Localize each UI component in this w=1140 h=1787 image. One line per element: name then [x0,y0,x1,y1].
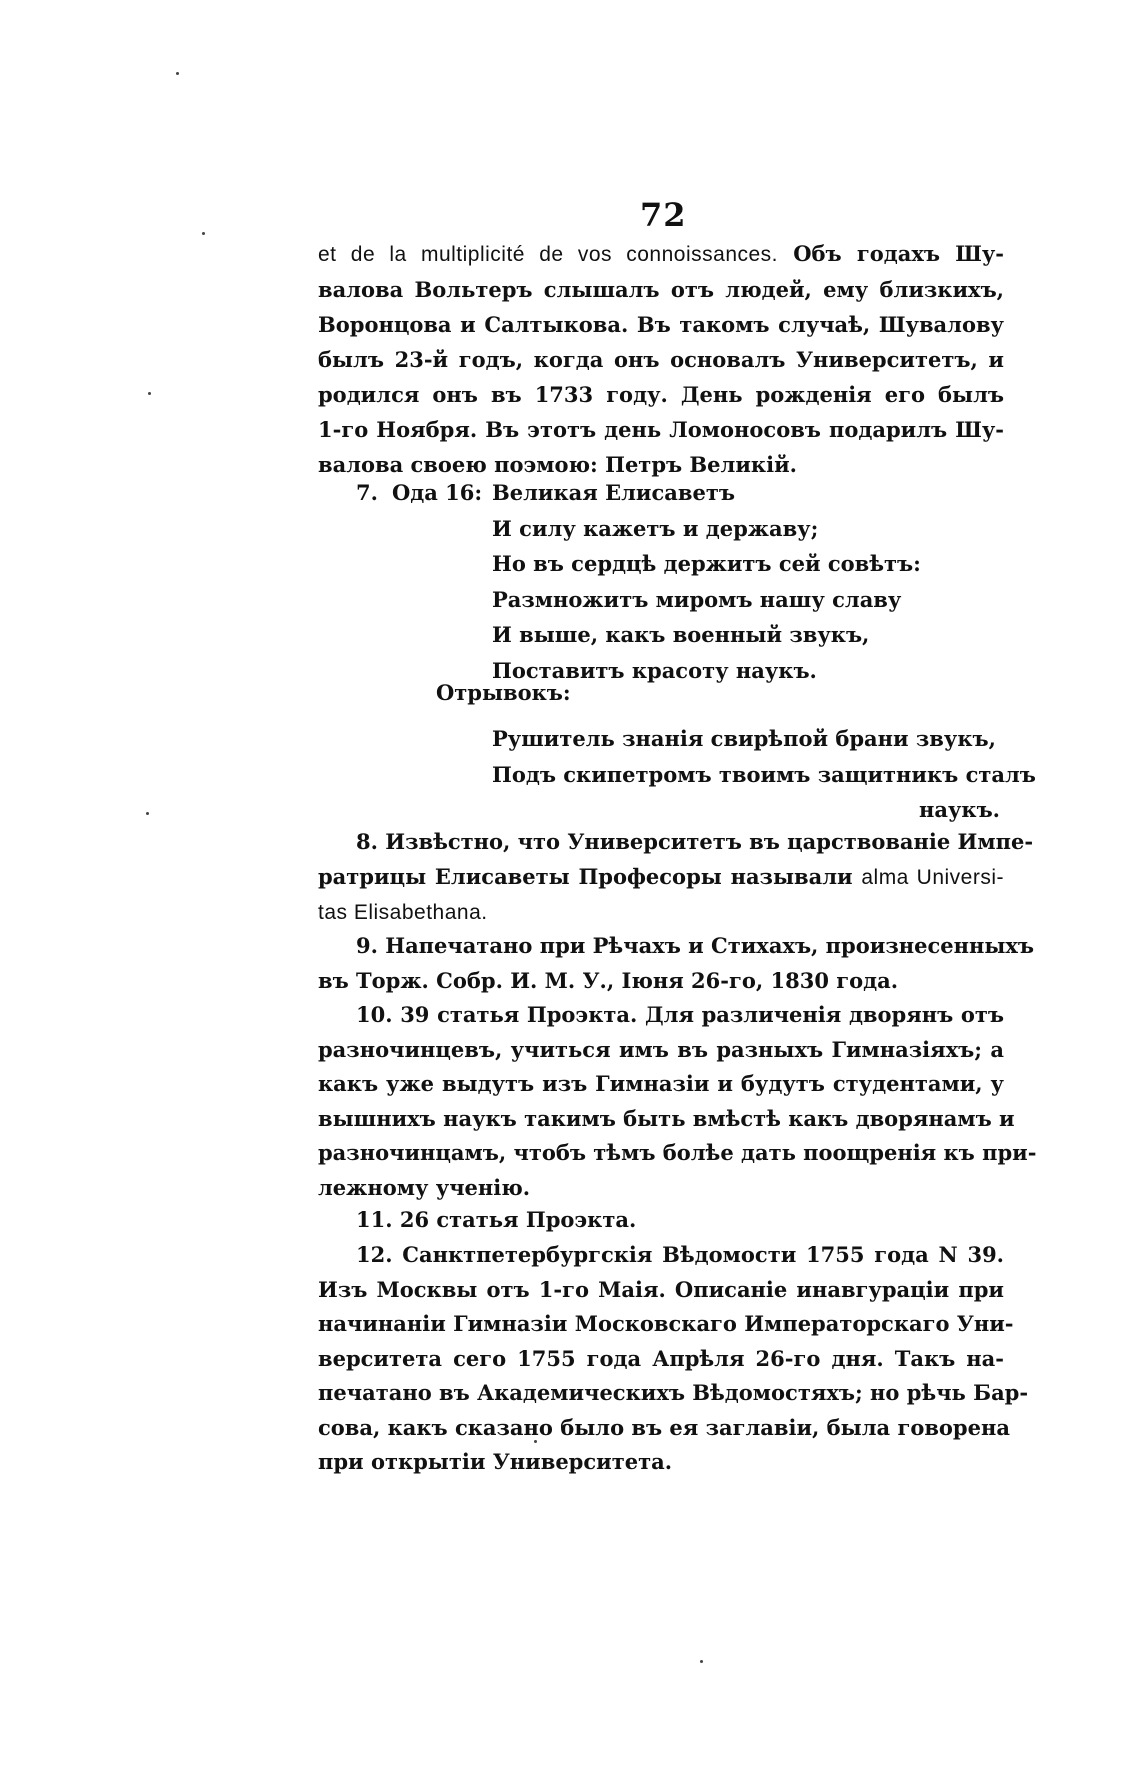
fragment-verse: Рушитель знанія свирѣпой брани звукъ, [492,726,996,751]
note-line: 11. 26 статья Проэкта. [356,1207,637,1232]
latin-phrase: tas Elisabethana. [318,901,488,924]
note-line: разночинцевъ, учиться имъ въ разныхъ Гимназіяхъ; а [318,1036,1004,1062]
intro-line: Воронцова и Салтыкова. Въ такомъ случаѣ, Шувалову [318,312,1004,337]
fragment-label: Отрывокъ: [436,680,571,705]
ode-number: 7. [356,480,378,505]
ode-poem [492,475,921,688]
note-12 [318,1238,1029,1480]
note-line: 12. Санктпетербургскія Вѣдомости 1755 года N 39. [356,1242,1004,1267]
poem-verse: Поставитъ красоту наукъ. [492,657,817,683]
note-9 [318,929,1035,998]
note-line: 9. Напечатано при Рѣчахъ и Стихахъ, произнесенныхъ [356,933,1035,958]
note-line [318,895,1004,931]
note-line: Изъ Москвы отъ 1-го Маія. Описаніе инавгураціи при [318,1276,1004,1302]
fragment-verse-wrap: наукъ. [918,797,1000,822]
intro-line: былъ 23-й годъ, когда онъ основалъ Университетъ, и [318,347,1004,372]
note-line: верситета сего 1755 года Апрѣля 26-го дня. Такъ на- [318,1345,1004,1371]
latin-phrase: et de la multiplicité de vos connoissances. [318,243,779,266]
poem-verse: Великая Елисаветъ [492,480,735,505]
note-line: 10. 39 статья Проэкта. Для различенія дворянъ отъ [356,1002,1004,1027]
note-8 [318,825,1034,931]
latin-phrase: alma Universi- [861,865,1004,889]
note-line: печатано въ Академическихъ Вѣдомостяхъ; но рѣчь Бар- [318,1380,1029,1405]
print-speck [700,1660,703,1663]
intro-line: валова Вольтеръ слышалъ отъ людей, ему близкихъ, [318,277,1004,302]
poem-verse: Но въ сердцѣ держитъ сей совѣтъ: [492,551,921,576]
ode-label: Ода 16: [391,480,483,505]
note-line: какъ уже выдутъ изъ Гимназіи и будутъ студентами, у [318,1071,1004,1096]
page-number: 72 [640,196,687,234]
print-speck [146,812,149,815]
print-speck [176,72,179,75]
note-line: 8. Извѣстно, что Университетъ въ царствованіе Импе- [356,829,1034,854]
note-11 [318,1203,1004,1238]
poem-verse: И выше, какъ военный звукъ, [492,622,870,647]
fragment-verse: Подъ скипетромъ твоимъ защитникъ сталъ [492,761,1036,787]
note-line: при открытіи Университета. [318,1449,673,1474]
note-line: лежному ученію. [318,1174,531,1200]
ode-heading [356,475,482,510]
poem-verse: И силу кажетъ и державу; [492,515,819,541]
note-line: сова, какъ сказано было въ ея заглавіи, была говорена [318,1414,1010,1440]
note-line: въ Торж. Собр. И. М. У., Іюня 26-го, 1830 года. [318,967,899,993]
note-line: разночинцамъ, чтобъ тѣмъ болѣе дать поощренія къ при- [318,1140,1037,1165]
intro-paragraph [318,236,1004,482]
note-line: вышнихъ наукъ такимъ быть вмѣстѣ какъ дворянамъ и [318,1105,1015,1131]
poem-verse: Размножитъ миромъ нашу славу [492,586,902,612]
intro-line: родился онъ въ 1733 году. День рожденія его былъ [318,382,1004,407]
intro-line: 1-го Ноября. Въ этотъ день Ломоносовъ подарилъ Шу- [318,417,1004,442]
print-speck [202,232,205,235]
note-line: начинаніи Гимназіи Московскаго Императорскаго Уни- [318,1311,1014,1336]
fragment-poem [492,721,1036,828]
note-line: ратрицы Елисаветы Професоры называли alma Universi- [318,863,1004,889]
intro-line: et de la multiplicité de vos connoissances. Объ годахъ Шу- [318,241,1004,266]
intro-line: валова своею поэмою: Петръ Великій. [318,452,797,477]
print-speck [148,392,151,395]
note-10 [318,998,1037,1205]
